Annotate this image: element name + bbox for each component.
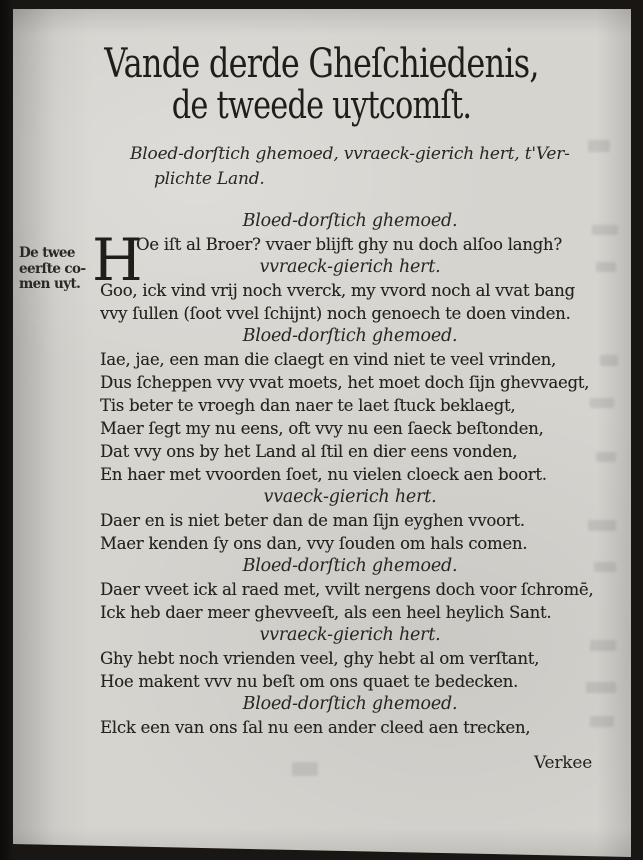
verse-line: Maer ſegt my nu eens, oft vvy nu een ſaeck beſtonden,: [100, 419, 544, 438]
argument-line1: Bloed-dorſtich ghemoed, vvraeck-gierich hert, t'Ver-: [130, 144, 570, 164]
verse-line: Daer en is niet beter dan de man ſijn eyghen vvoort.: [100, 511, 525, 530]
speaker-heading: Bloed-dorſtich ghemoed.: [242, 326, 458, 346]
verse-line: Hoe makent vvv nu beſt om ons quaet te bedecken.: [100, 672, 519, 691]
showthrough-mark: [292, 762, 318, 776]
marginal-note-line: De twee: [19, 245, 75, 261]
verse-line: Ghy hebt noch vrienden veel, ghy hebt al om verſtant,: [100, 649, 540, 668]
verse-line: vvy ſullen (ſoot vvel ſchijnt) noch genoech te doen vinden.: [100, 304, 571, 323]
drop-cap: H: [92, 226, 143, 294]
verse-line: Daer vveet ick al raed met, vvilt nergens doch voor ſchromē,: [100, 580, 594, 599]
dialogue-column: [100, 210, 600, 739]
verse-line: Elck een van ons ſal nu een ander cleed aen trecken,: [100, 718, 531, 737]
speaker-heading: Bloed-dorſtich ghemoed.: [242, 556, 458, 576]
showthrough-mark: [588, 140, 610, 152]
verse-line: Goo, ick vind vrij noch vverck, my vvord noch al vvat bang: [100, 281, 575, 300]
speaker-heading: Bloed-dorſtich ghemoed.: [242, 211, 458, 231]
marginal-note-line: men uyt.: [19, 276, 81, 292]
page-title-line1: Vande derde Gheſchiedenis,: [104, 41, 539, 87]
verse-line: Dus ſcheppen vvy vvat moets, het moet doch ſijn ghevvaegt,: [100, 373, 590, 392]
verse-line: Maer kenden ſy ons dan, vvy ſouden om hals comen.: [100, 534, 528, 553]
verse-line: Iae, jae, een man die claegt en vind niet te veel vrinden,: [100, 350, 557, 369]
speaker-heading: vvraeck-gierich hert.: [259, 625, 441, 645]
marginal-note: [19, 246, 101, 293]
verse-line: Ick heb daer meer ghevveeſt, als een heel heylich Sant.: [100, 603, 552, 622]
page-title-line2: de tweede uytcomſt.: [171, 83, 472, 127]
speaker-heading: vvaeck-gierich hert.: [263, 487, 437, 507]
speaker-heading: vvraeck-gierich hert.: [259, 257, 441, 277]
showthrough-mark: [600, 355, 618, 366]
verse-line: En haer met vvoorden ſoet, nu vielen cloeck aen boort.: [100, 465, 547, 484]
verse-line: Oe iſt al Broer? vvaer blijft ghy nu doch alſoo langh?: [136, 235, 562, 254]
verse-line: Tis beter te vroegh dan naer te laet ſtuck beklaegt,: [100, 396, 516, 415]
speaker-heading: Bloed-dorſtich ghemoed.: [242, 694, 458, 714]
catchword: Verkee: [534, 753, 593, 773]
verse-line: Dat vvy ons by het Land al ſtil en dier eens vonden,: [100, 442, 518, 461]
marginal-note-line: eerſte co-: [19, 260, 86, 277]
argument-line2: plichte Land.: [154, 169, 265, 189]
